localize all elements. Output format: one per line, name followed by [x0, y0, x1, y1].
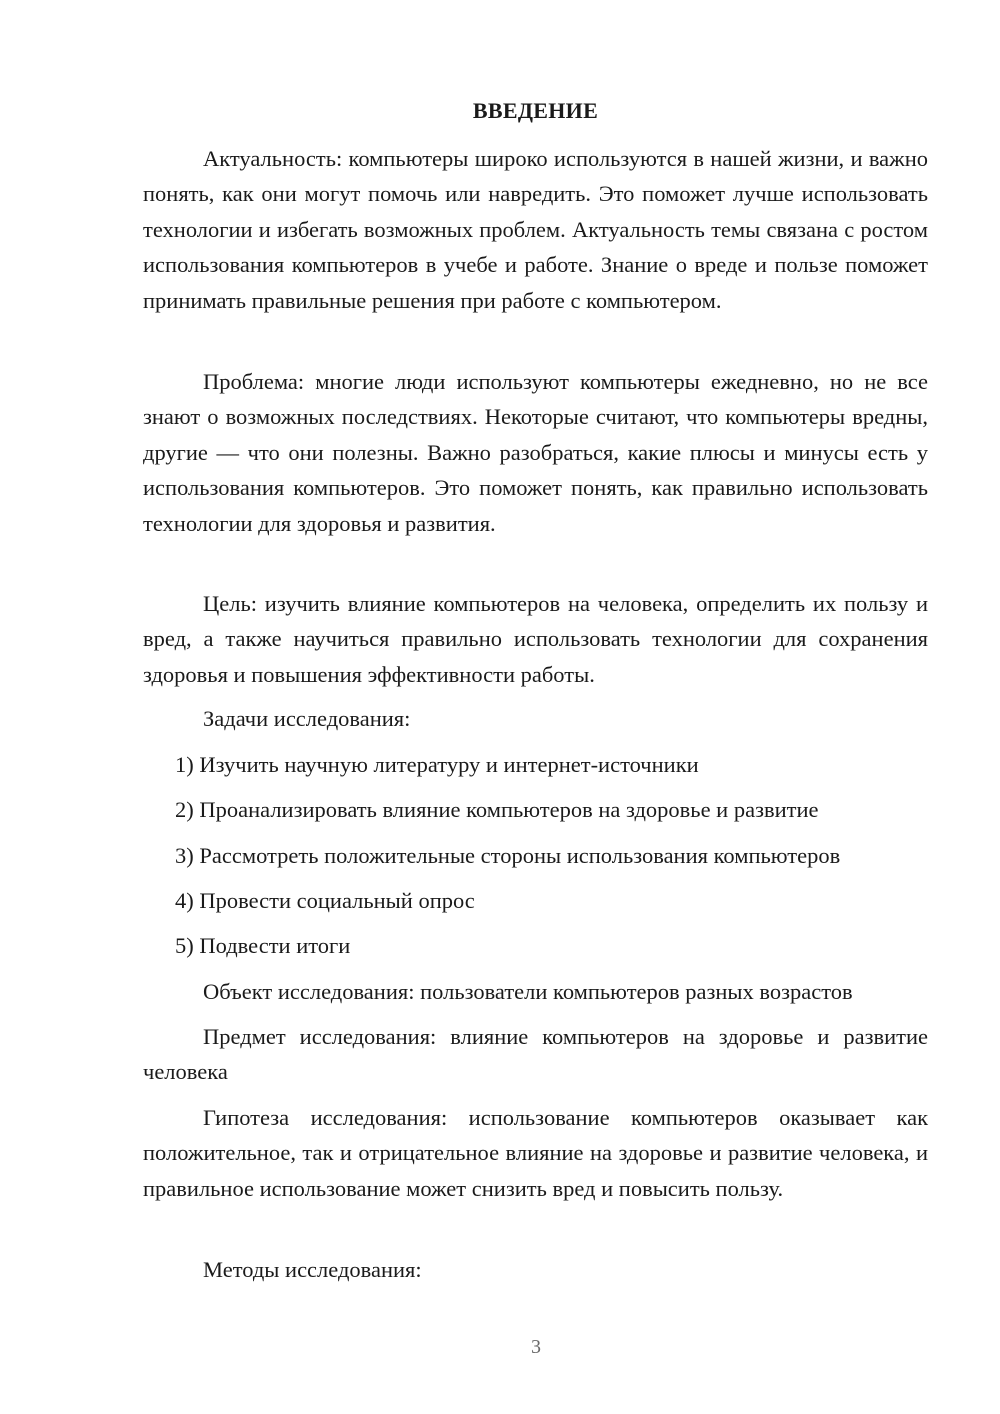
- paragraph-goal: Цель: изучить влияние компьютеров на человека, определить их пользу и вред, а также научиться правильно использовать технологии для сохранения здоровья и повышения эффективности работы.: [143, 591, 928, 687]
- paragraph-hypothesis: Гипотеза исследования: использование компьютеров оказывает как положительное, так и отрицательное влияние на здоровье и развитие человека, и правильное использование может снизить вред и повысить пользу.: [143, 1105, 928, 1201]
- task-item-5: 5) Подвести итоги: [175, 933, 351, 958]
- tasks-heading: Задачи исследования:: [203, 706, 411, 731]
- task-item-3: 3) Рассмотреть положительные стороны использования компьютеров: [175, 843, 841, 868]
- paragraph-object: Объект исследования: пользователи компьютеров разных возрастов: [203, 979, 853, 1004]
- paragraph-problem: Проблема: многие люди используют компьютеры ежедневно, но не все знают о возможных последствиях. Некоторые считают, что компьютеры вредны, другие — что они полезны. Важно разобраться, какие плюсы и минусы есть у использования компьютеров. Это поможет понять, как правильно использовать технологии для здоровья и развития.: [143, 369, 928, 536]
- task-item-1: 1) Изучить научную литературу и интернет-источники: [175, 752, 699, 777]
- task-item-4: 4) Провести социальный опрос: [175, 888, 475, 913]
- methods-heading: Методы исследования:: [203, 1257, 422, 1282]
- task-item-2: 2) Проанализировать влияние компьютеров на здоровье и развитие: [175, 797, 819, 822]
- paragraph-subject: Предмет исследования: влияние компьютеров на здоровье и развитие человека: [143, 1024, 928, 1085]
- section-title: ВВЕДЕНИЕ: [472, 98, 599, 123]
- page-number: 3: [531, 1336, 541, 1358]
- paragraph-relevance: Актуальность: компьютеры широко используются в нашей жизни, и важно понять, как они могут помочь или навредить. Это поможет лучше использовать технологии и избегать возможных проблем. Актуальность темы связана с ростом использования компьютеров в учебе и работе. Знание о вреде и пользе поможет принимать правильные решения при работе с компьютером.: [143, 146, 928, 313]
